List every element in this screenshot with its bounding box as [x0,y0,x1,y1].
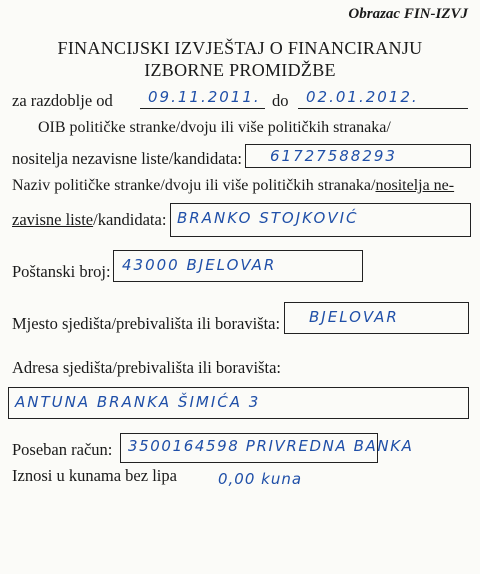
naziv-label-line1-b: nositelja ne- [375,177,455,194]
iznosi-value[interactable]: 0,00 kuna [218,470,303,488]
postanski-label: Poštanski broj: [12,262,111,281]
racun-value: 3500164598 PRIVREDNA BANKA [128,437,414,455]
mjesto-label: Mjesto sjedišta/prebivališta ili boravišta: [12,314,281,333]
naziv-label-line2-a: zavisne liste [12,210,94,229]
oib-value: 61727588293 [270,147,397,165]
period-to-line [298,108,468,109]
form-code: Obrazac FIN-IZVJ [348,6,468,22]
oib-field[interactable] [245,144,471,168]
adresa-value: ANTUNA BRANKA ŠIMIĆA 3 [15,393,261,411]
iznosi-label: Iznosi u kunama bez lipa [12,466,177,485]
period-from-line [140,108,265,109]
adresa-field[interactable] [8,387,469,419]
period-from-value[interactable]: 09.11.2011. [148,88,261,106]
period-from-label: za razdoblje od [12,91,113,110]
postanski-value: 43000 BJELOVAR [122,256,277,274]
naziv-label-line1 [12,177,454,195]
naziv-label-line2-b: /kandidata: [93,210,167,229]
racun-label: Poseban račun: [12,440,113,459]
form-title-line2: IZBORNE PROMIDŽBE [144,60,336,80]
oib-label-line1: OIB političke stranke/dvoju ili više političkih stranaka/ [38,119,391,136]
naziv-field[interactable] [170,203,471,237]
adresa-label: Adresa sjedišta/prebivališta ili boravišta: [12,358,281,377]
period-to-value[interactable]: 02.01.2012. [306,88,419,106]
form-title-line1: FINANCIJSKI IZVJEŠTAJ O FINANCIRANJU [57,38,423,58]
naziv-label-line2 [12,210,166,230]
postanski-field[interactable] [113,250,363,282]
mjesto-value: BJELOVAR [309,308,399,326]
period-to-label: do [272,91,289,110]
naziv-label-line1-a: Naziv političke stranke/dvoju ili više političkih stranaka/ [12,177,376,194]
naziv-value: BRANKO STOJKOVIĆ [177,209,359,227]
mjesto-field[interactable] [284,302,469,334]
oib-label-line2: nositelja nezavisne liste/kandidata: [12,149,243,168]
